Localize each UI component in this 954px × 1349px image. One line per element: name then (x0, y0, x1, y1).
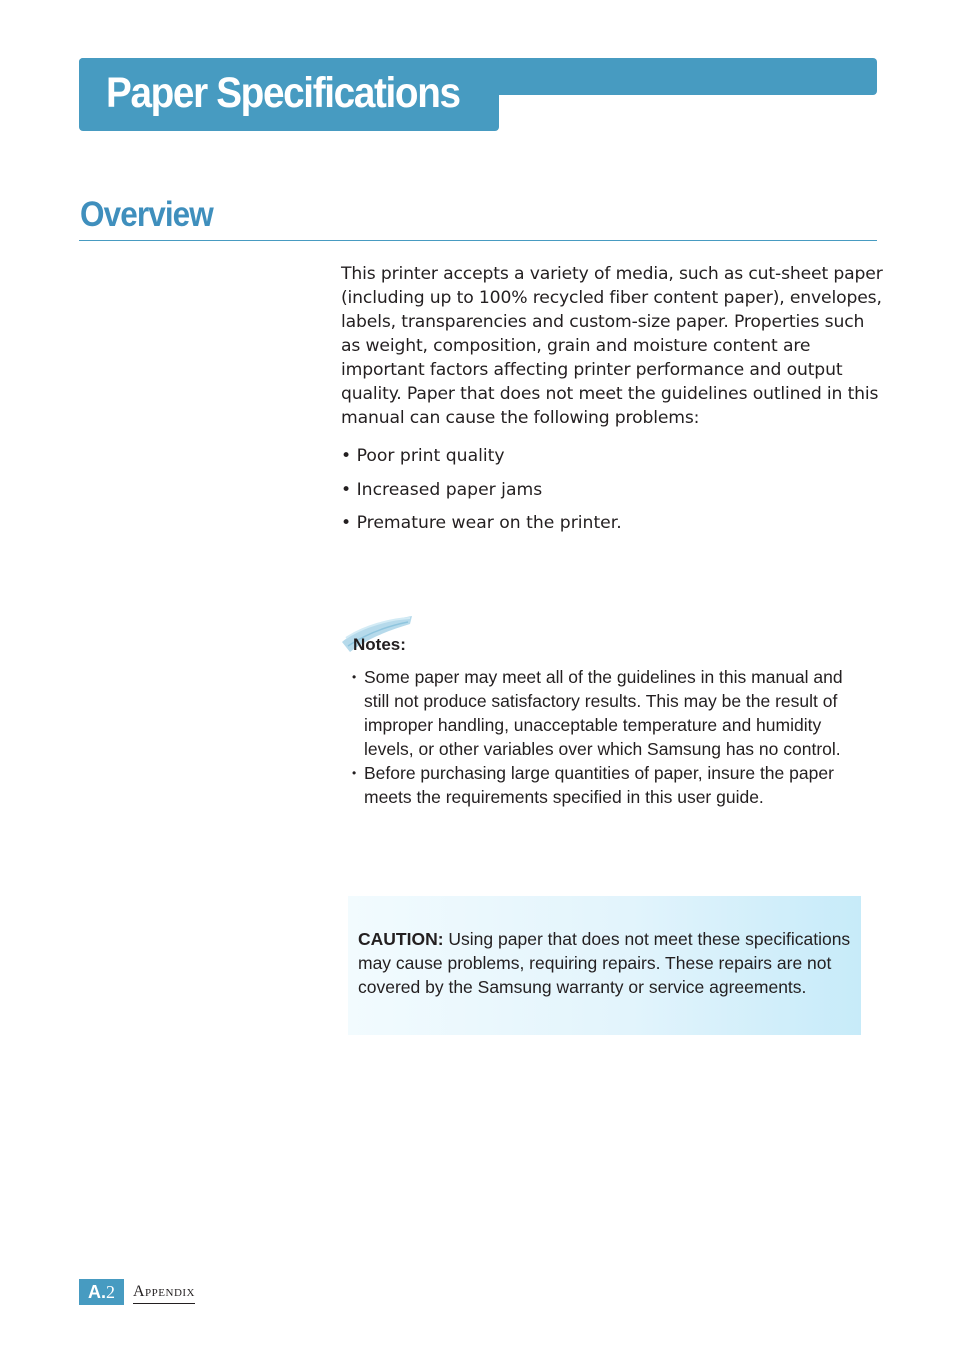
caution-text (358, 927, 858, 999)
page-letter: A. (88, 1282, 106, 1302)
section-heading: Overview (80, 195, 213, 234)
note-text: Before purchasing large quantities of paper, insure the paper meets the requirements specified in this user guide. (364, 763, 834, 807)
page-number: 2 (106, 1282, 115, 1302)
bullet: • (352, 670, 357, 684)
page-number-badge (79, 1279, 124, 1305)
note-item (352, 665, 857, 761)
bullet: • (352, 766, 357, 780)
notes-label: Notes: (353, 635, 406, 654)
caution-box (348, 896, 861, 1035)
note-text: Some paper may meet all of the guidelines in this manual and still not produce satisfactory results. This may be the result of improper handling, unacceptable temperature and humidity levels, or other variables over which Samsung has no control. (364, 667, 843, 759)
section-divider (79, 240, 877, 241)
note-item (352, 761, 857, 809)
list-item: • Increased paper jams (341, 479, 543, 500)
footer-section-name: Appendix (133, 1281, 195, 1304)
intro-paragraph: This printer accepts a variety of media, such as cut-sheet paper (including up to 100% recycled fiber content paper), envelopes, labels, transparencies and custom-size paper. Properties such as weight, composition, grain and moisture content are important factors affecting printer performance and output quality. Paper that does not meet the guidelines outlined in this manual can cause the following problems: (341, 264, 883, 428)
notes-list (352, 665, 857, 809)
problems-list (341, 444, 622, 545)
list-item: • Poor print quality (341, 446, 505, 466)
caution-body: Using paper that does not meet these specifications may cause problems, requiring repairs. These repairs are not covered by the Samsung warranty or service agreements. (358, 929, 851, 997)
page-title: Paper Specifications (106, 69, 460, 117)
list-item: • Premature wear on the printer. (341, 513, 622, 533)
caution-label: CAUTION: (358, 929, 444, 949)
